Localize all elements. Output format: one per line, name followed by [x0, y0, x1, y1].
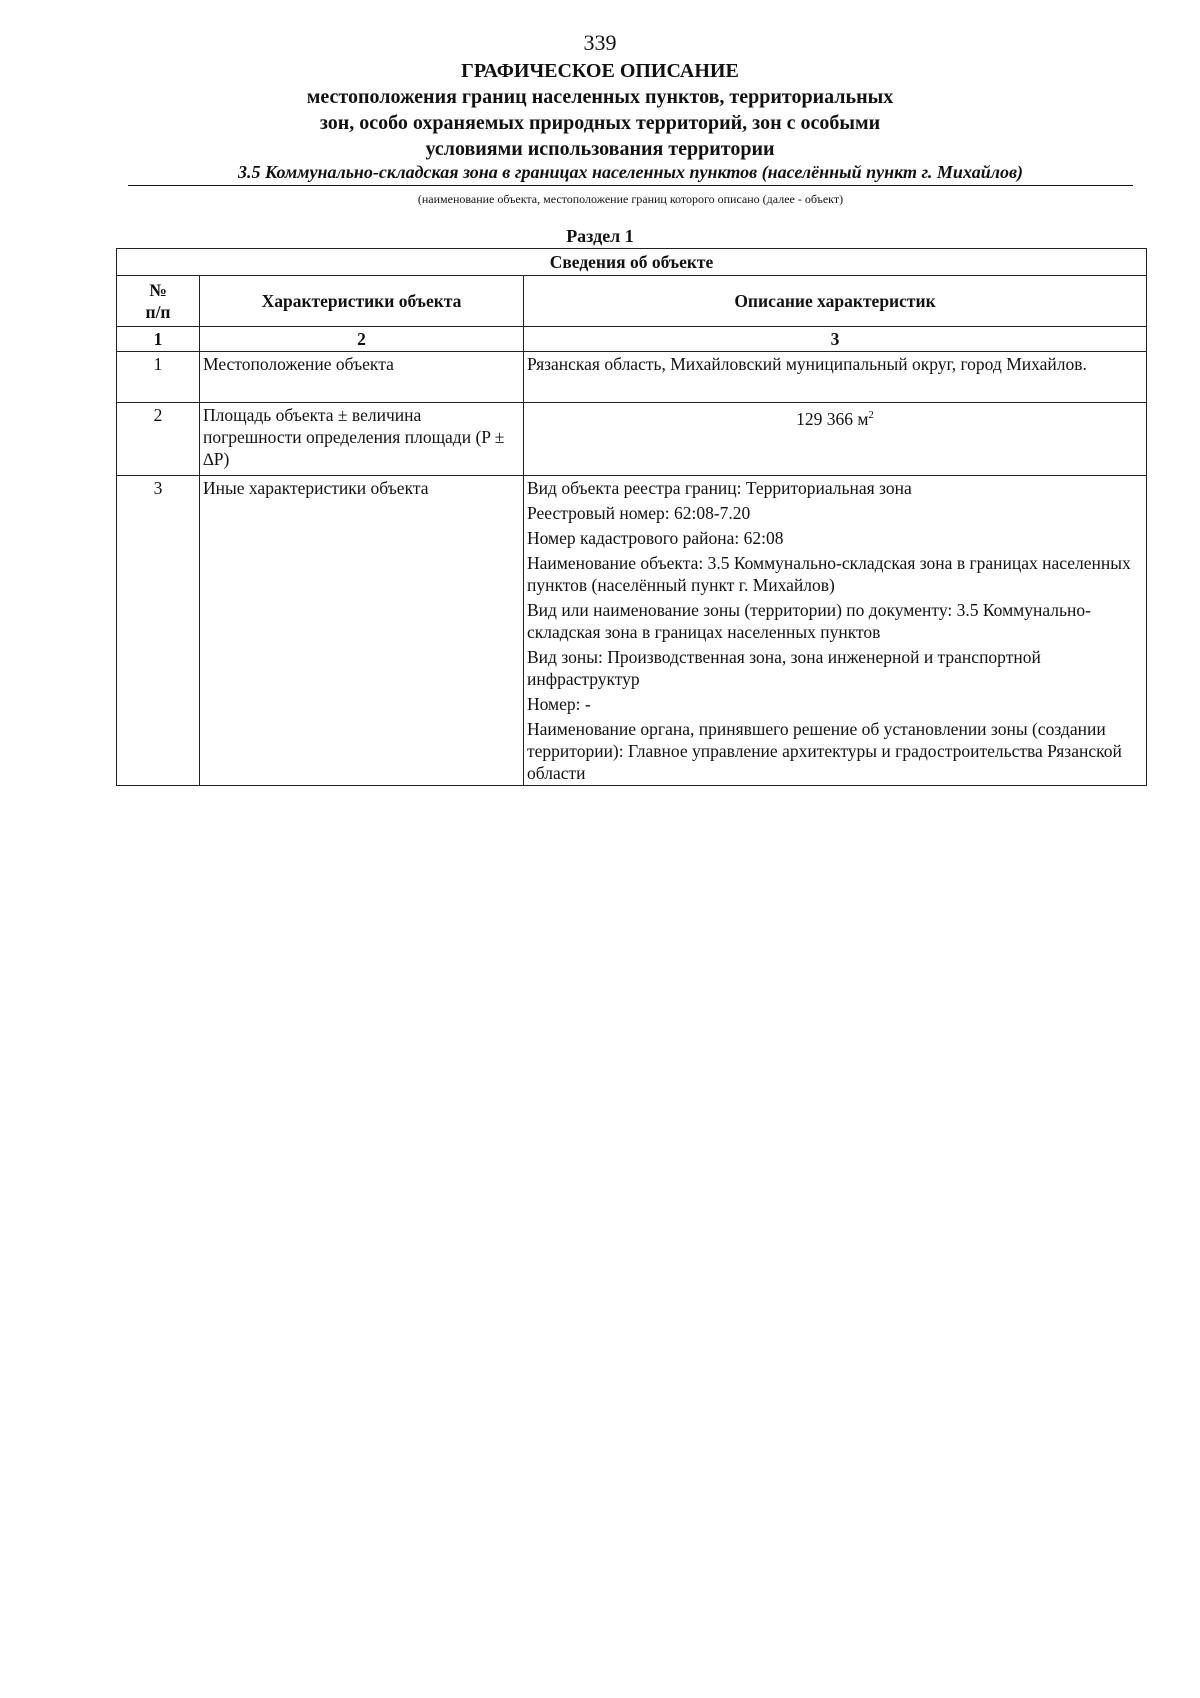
table-row — [117, 352, 1147, 403]
row-characteristic: Площадь объекта ± величина погрешности определения площади (P ± ∆P) — [200, 403, 524, 476]
row-number: 3 — [117, 476, 200, 786]
title-line: зон, особо охраняемых природных территорий, зон с особыми — [319, 112, 881, 134]
detail-line: Вид зоны: Производственная зона, зона инженерной и транспортной инфраструктур — [527, 647, 1041, 689]
document-title — [0, 58, 1200, 162]
row-characteristic: Местоположение объекта — [200, 352, 524, 403]
column-number: 1 — [117, 327, 200, 352]
table-row — [117, 476, 1147, 786]
section-title: Раздел 1 — [566, 226, 634, 246]
header-description: Описание характеристик — [524, 276, 1147, 327]
table-row — [117, 403, 1147, 476]
detail-line: Номер кадастрового района: 62:08 — [527, 528, 784, 548]
detail-line: Наименование органа, принявшего решение об установлении зоны (создании территории): Главное управление архитектуры и градостроительства Рязанской области — [527, 719, 1122, 783]
header-characteristics: Характеристики объекта — [200, 276, 524, 327]
detail-line: Вид или наименование зоны (территории) по документу: 3.5 Коммунально-складская зона в границах населенных пунктов — [527, 600, 1091, 642]
detail-line: Реестровый номер: 62:08-7.20 — [527, 503, 751, 523]
detail-line: Вид объекта реестра границ: Территориальная зона — [527, 478, 912, 498]
area-value — [524, 403, 1147, 476]
area-unit-superscript: 2 — [868, 409, 874, 421]
title-line: ГРАФИЧЕСКОЕ ОПИСАНИЕ — [461, 60, 739, 82]
header-number-line2: п/п — [145, 302, 171, 322]
title-line: условиями использования территории — [425, 138, 775, 160]
title-line: местоположения границ населенных пунктов, территориальных — [306, 86, 894, 108]
object-name-caption: (наименование объекта, местоположение границ которого описано (далее - объект) — [417, 192, 844, 206]
object-name: 3.5 Коммунально-складская зона в границах населенных пунктов (населённый пункт г. Михайлов) — [128, 162, 1133, 186]
detail-line: Наименование объекта: 3.5 Коммунально-складская зона в границах населенных пунктов (населённый пункт г. Михайлов) — [527, 553, 1131, 595]
row-description: Рязанская область, Михайловский муниципальный округ, город Михайлов. — [524, 352, 1147, 403]
object-info-table — [116, 248, 1147, 786]
row-number: 1 — [117, 352, 200, 403]
column-number: 3 — [524, 327, 1147, 352]
area-value-text: 129 366 м — [796, 408, 869, 429]
column-number-row — [117, 327, 1147, 352]
row-details — [524, 476, 1147, 786]
row-characteristic: Иные характеристики объекта — [200, 476, 524, 786]
header-number-line1: № — [149, 280, 167, 300]
page-number: 339 — [583, 30, 617, 55]
detail-line: Номер: - — [527, 694, 591, 714]
header-number — [117, 276, 200, 327]
table-header-row — [117, 276, 1147, 327]
table-caption: Сведения об объекте — [117, 249, 1147, 276]
row-number: 2 — [117, 403, 200, 476]
column-number: 2 — [200, 327, 524, 352]
